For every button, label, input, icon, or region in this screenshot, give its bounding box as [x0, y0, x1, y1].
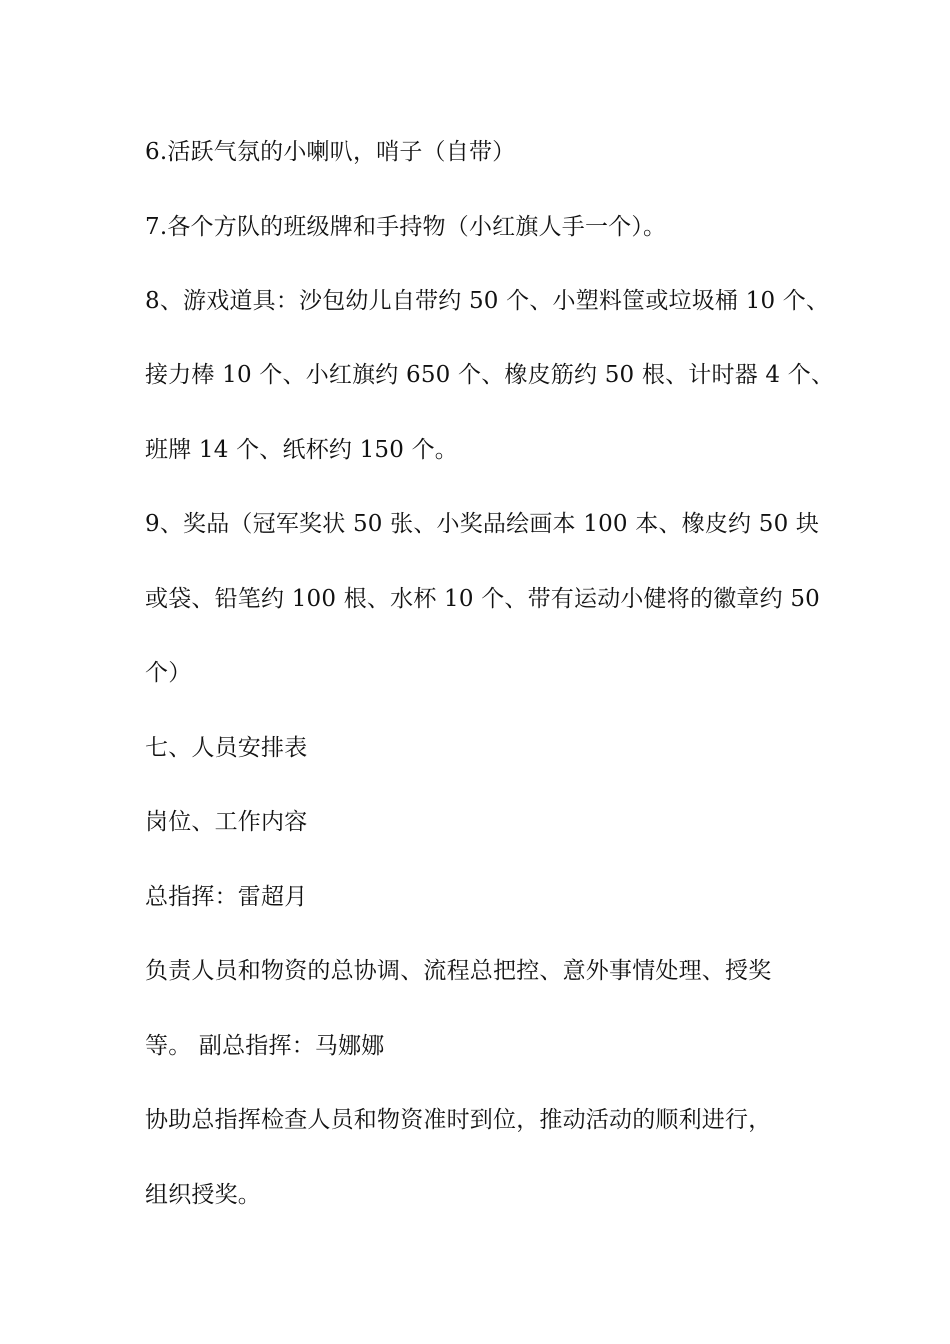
item-9-prizes-line-3: 个）	[145, 660, 192, 686]
item-9-prizes-line-1: 9、奖品（冠军奖状 50 张、小奖品绘画本 100 本、橡皮约 50 块	[145, 511, 820, 537]
item-6-speaker-whistle: 6.活跃气氛的小喇叭，哨子（自带）	[145, 139, 516, 165]
deputy-duties-line-2: 组织授奖。	[145, 1182, 261, 1208]
item-8-game-props-line-3: 班牌 14 个、纸杯约 150 个。	[145, 437, 459, 463]
chief-duties-line-1: 负责人员和物资的总协调、流程总把控、意外事情处理、授奖	[145, 958, 772, 984]
chief-duties-line-2: 等。 副总指挥：马娜娜	[145, 1033, 385, 1059]
chief-commander: 总指挥：雷超月	[145, 884, 308, 910]
item-9-prizes-line-2: 或袋、铅笔约 100 根、水杯 10 个、带有运动小健将的徽章约 50	[145, 586, 820, 612]
section-7-heading: 七、人员安排表	[145, 735, 308, 761]
item-7-class-signs: 7.各个方队的班级牌和手持物（小红旗人手一个）。	[145, 214, 667, 240]
deputy-duties-line-1: 协助总指挥检查人员和物资准时到位，推动活动的顺利进行，	[145, 1107, 772, 1133]
table-header-text: 岗位、工作内容	[145, 809, 308, 835]
item-8-game-props-line-2: 接力棒 10 个、小红旗约 650 个、橡皮筋约 50 根、计时器 4 个、	[145, 362, 835, 388]
item-8-game-props-line-1: 8、游戏道具：沙包幼儿自带约 50 个、小塑料筐或垃圾桶 10 个、	[145, 288, 830, 314]
